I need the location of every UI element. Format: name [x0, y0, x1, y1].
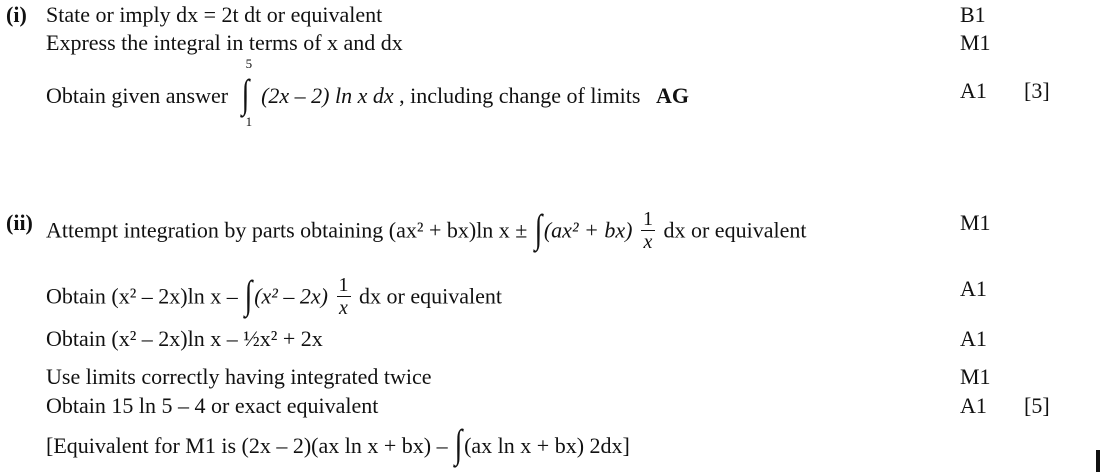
text-pre: Attempt integration by parts obtaining (ax² + bx)ln x ±	[46, 217, 528, 243]
step-text	[46, 56, 689, 129]
integral-sign: ∫	[534, 205, 543, 251]
mark: A1	[960, 326, 987, 351]
step-text: Use limits correctly having integrated twice	[46, 364, 432, 389]
text-cursor	[1096, 450, 1100, 472]
mark: M1	[960, 364, 991, 389]
part-label: (i)	[6, 2, 27, 27]
fraction	[337, 274, 351, 319]
total-mark: [3]	[1024, 78, 1050, 103]
step-text	[46, 271, 502, 321]
mark: A1	[960, 78, 987, 103]
integral-sign: ∫	[454, 421, 463, 466]
integral-sign: ∫	[244, 271, 253, 317]
integrand: (ax² + bx)	[543, 217, 633, 243]
mark: M1	[960, 210, 991, 235]
step-text: Express the integral in terms of x and dx	[46, 30, 403, 55]
text-pre: Obtain (x² – 2x)ln x –	[46, 283, 238, 309]
numerator: 1	[338, 274, 349, 296]
upper-limit: 5	[245, 56, 253, 71]
mark: A1	[960, 276, 987, 301]
integral-sign: ∫	[241, 71, 249, 116]
total-mark: [5]	[1024, 393, 1050, 418]
step-text: State or imply dx = 2t dt or equivalent	[46, 2, 383, 27]
lower-limit: 1	[245, 114, 253, 129]
text-pre: [Equivalent for M1 is (2x – 2)(ax ln x + bx) –	[46, 433, 448, 459]
mark: B1	[960, 2, 986, 27]
answer-prefix: Obtain given answer	[46, 83, 229, 109]
numerator: 1	[642, 208, 653, 230]
ag-tag: AG	[655, 83, 689, 109]
mark: M1	[960, 30, 991, 55]
integrand: (2x – 2) ln x dx	[261, 83, 394, 109]
text-post: dx or equivalent	[663, 217, 807, 243]
step-text	[46, 421, 630, 468]
text-post: (ax ln x + bx) 2dx]	[464, 433, 630, 459]
denominator: x	[643, 231, 653, 253]
denominator: x	[339, 297, 348, 319]
part-label: (ii)	[6, 210, 33, 235]
text-post: dx or equivalent	[359, 283, 502, 309]
fraction	[641, 208, 655, 253]
step-text: Obtain (x² – 2x)ln x – ½x² + 2x	[46, 326, 323, 351]
step-text	[46, 205, 807, 255]
answer-suffix: , including change of limits	[399, 83, 641, 109]
step-text: Obtain 15 ln 5 – 4 or exact equivalent	[46, 393, 379, 418]
mark: A1	[960, 393, 987, 418]
integrand: (x² – 2x)	[254, 283, 328, 309]
